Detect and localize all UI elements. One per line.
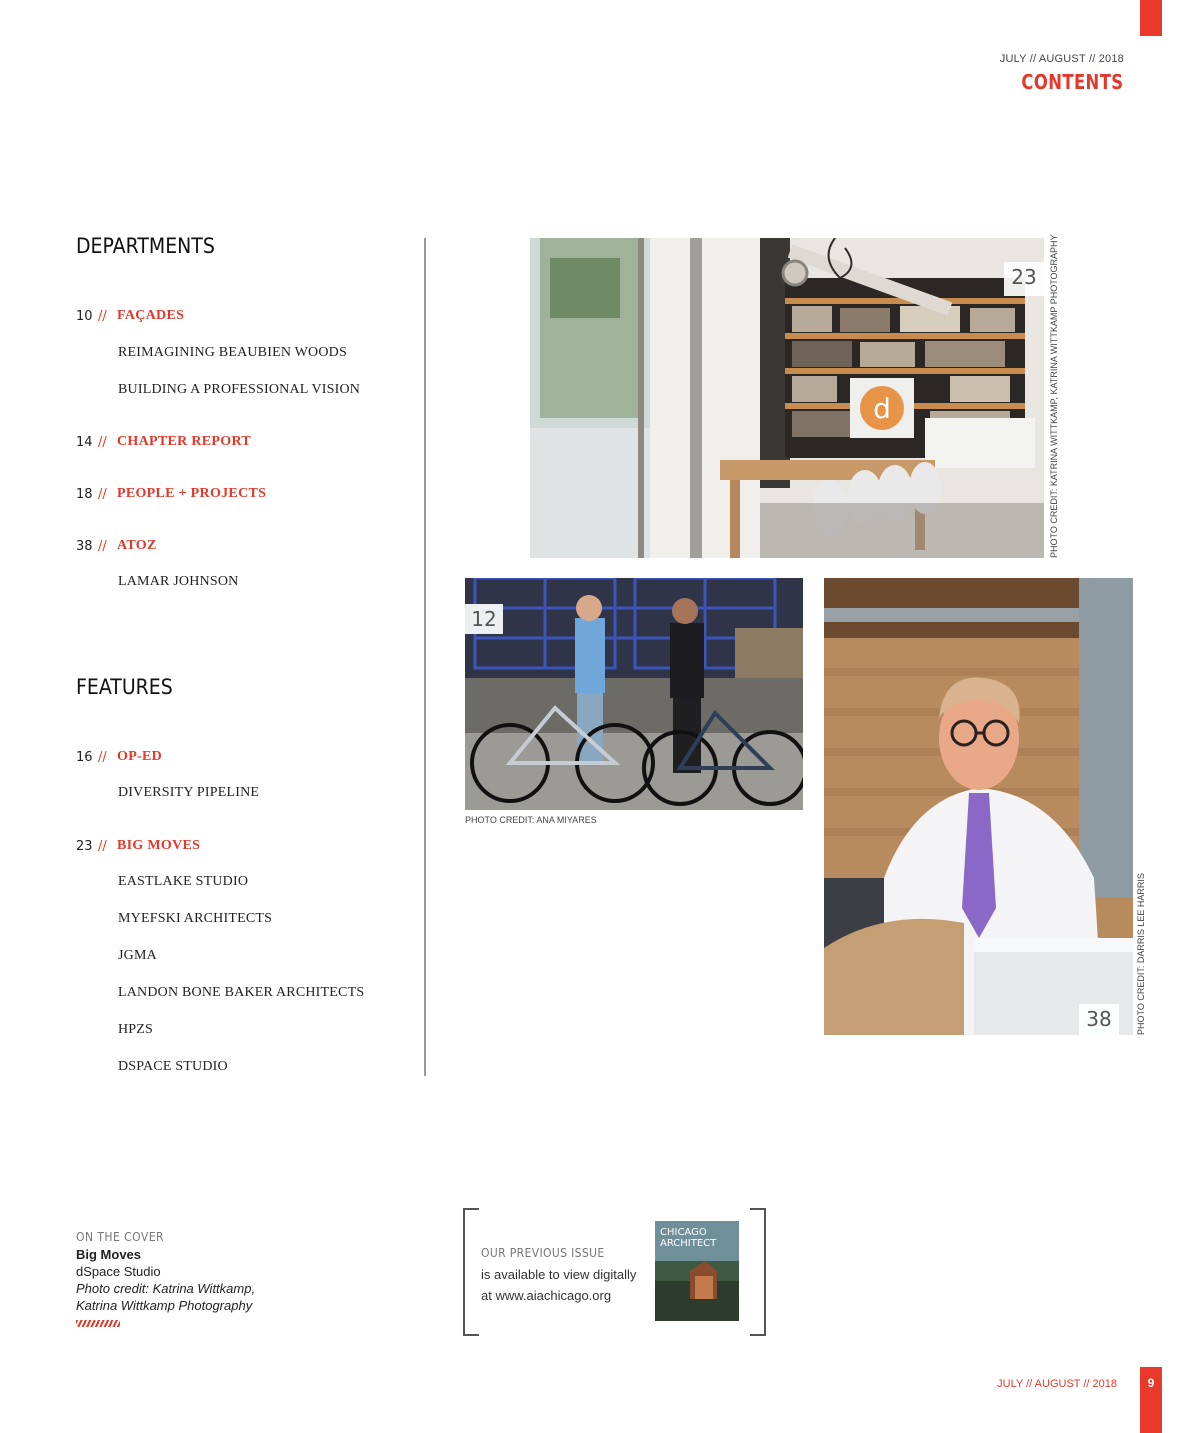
cover-studio: dSpace Studio (76, 1264, 161, 1279)
toc-subentry[interactable]: DIVERSITY PIPELINE (118, 785, 260, 800)
separator: // (98, 308, 107, 324)
separator: // (98, 749, 107, 765)
logo-letter: d (873, 392, 891, 425)
toc-entry-facades[interactable] (76, 306, 184, 326)
section-title: CHAPTER REPORT (117, 434, 251, 449)
previous-issue-label: OUR PREVIOUS ISSUE (481, 1246, 605, 1260)
toc-entry-chapter-report[interactable] (76, 432, 251, 452)
top-accent-bar (1140, 0, 1162, 36)
toc-subentry[interactable]: HPZS (118, 1022, 154, 1037)
previous-issue-line1: is available to view digitally (481, 1267, 637, 1282)
cover-label: ON THE COVER (76, 1230, 164, 1244)
toc-subentry[interactable]: BUILDING A PROFESSIONAL VISION (118, 382, 361, 397)
section-title: PEOPLE + PROJECTS (117, 486, 267, 501)
cover-credit-line2: Katrina Wittkamp Photography (76, 1298, 253, 1313)
previous-issue-cover[interactable] (655, 1221, 739, 1321)
photo-credit-portrait: PHOTO CREDIT: DARRIS LEE HARRIS (1136, 873, 1146, 1035)
page-number: 16 (76, 749, 93, 765)
features-heading: FEATURES (76, 675, 173, 699)
photo-credit-office: PHOTO CREDIT: KATRINA WITTKAMP, KATRINA WITTKAMP PHOTOGRAPHY (1049, 234, 1059, 558)
toc-subentry[interactable]: LANDON BONE BAKER ARCHITECTS (118, 985, 365, 1000)
toc-subentry[interactable]: JGMA (118, 948, 157, 963)
office-photo[interactable] (530, 238, 1044, 558)
page-number: 10 (76, 308, 93, 324)
portrait-photo[interactable] (824, 578, 1133, 1035)
section-title: BIG MOVES (117, 838, 201, 853)
page-number-footer: 9 (1147, 1376, 1155, 1390)
section-title: ATOZ (117, 538, 157, 553)
page-number: 38 (76, 538, 93, 554)
column-divider (424, 238, 426, 1076)
page-badge-23: 23 (1004, 262, 1044, 296)
page-number: 18 (76, 486, 93, 502)
page-number: 14 (76, 434, 93, 450)
toc-subentry[interactable]: EASTLAKE STUDIO (118, 874, 249, 889)
section-title: FAÇADES (117, 308, 185, 323)
left-bracket (463, 1208, 479, 1336)
page-badge-12: 12 (465, 604, 503, 634)
separator: // (98, 838, 107, 854)
toc-subentry[interactable]: LAMAR JOHNSON (118, 574, 239, 589)
issue-date: JULY // AUGUST // 2018 (999, 53, 1124, 65)
toc-entry-op-ed[interactable] (76, 747, 162, 767)
toc-subentry[interactable]: DSPACE STUDIO (118, 1059, 228, 1074)
toc-subentry[interactable]: REIMAGINING BEAUBIEN WOODS (118, 345, 347, 360)
toc-entry-atoz[interactable] (76, 536, 157, 556)
mini-cover-title-2: ARCHITECT (660, 1238, 717, 1249)
separator: // (98, 486, 107, 502)
right-bracket (750, 1208, 766, 1336)
toc-entry-people-projects[interactable] (76, 484, 266, 504)
separator: // (98, 434, 107, 450)
toc-entry-big-moves[interactable] (76, 836, 200, 856)
page-title: CONTENTS (1021, 70, 1124, 94)
cover-credit-line1: Photo credit: Katrina Wittkamp, (76, 1281, 256, 1296)
hatch-decoration (76, 1320, 120, 1327)
bikes-photo[interactable] (465, 578, 803, 810)
cover-title: Big Moves (76, 1247, 142, 1262)
section-title: OP-ED (117, 749, 163, 764)
page-badge-38: 38 (1079, 1004, 1119, 1036)
photo-credit-bikes: PHOTO CREDIT: ANA MIYARES (465, 815, 597, 825)
toc-subentry[interactable]: MYEFSKI ARCHITECTS (118, 911, 273, 926)
departments-heading: DEPARTMENTS (76, 234, 215, 258)
previous-issue-link[interactable]: at www.aiachicago.org (481, 1288, 612, 1303)
page-number: 23 (76, 838, 93, 854)
footer-date: JULY // AUGUST // 2018 (997, 1378, 1117, 1390)
separator: // (98, 538, 107, 554)
mini-cover-title-1: CHICAGO (660, 1227, 707, 1238)
